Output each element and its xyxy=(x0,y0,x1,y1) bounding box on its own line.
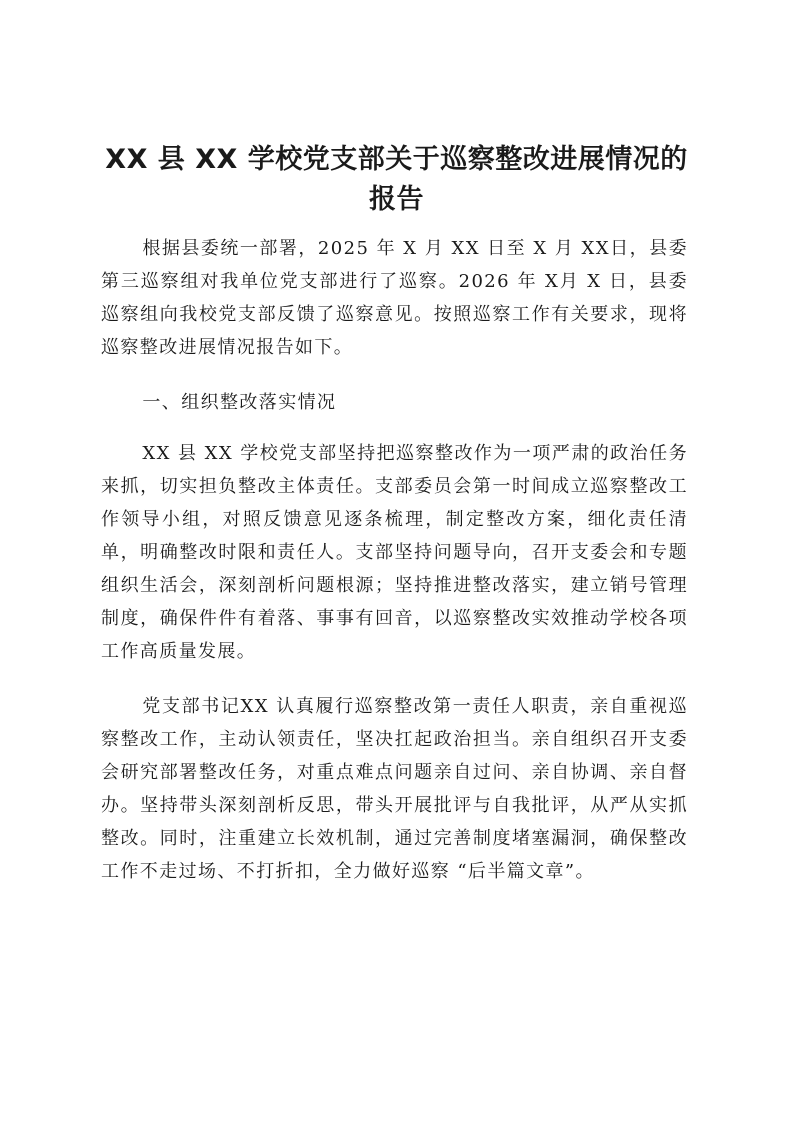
body-paragraph: 党支部书记XX 认真履行巡察整改第一责任人职责，亲自重视巡察整改工作，主动认领责任，坚决扛起政治担当。亲自组织召开支委会研究部署整改任务，对重点难点问题亲自过问、亲自协调、亲自督办。坚持带头深刻剖析反思，带头开展批评与自我批评，从严从实抓整改。同时，注重建立长效机制，通过完善制度堵塞漏洞，确保整改工作不走过场、不打折扣，全力做好巡察 “后半篇文章”。 xyxy=(101,696,688,882)
title-line-2: 报告 xyxy=(369,184,424,215)
body-paragraph: XX 县 XX 学校党支部坚持把巡察整改作为一项严肃的政治任务来抓，切实担负整改主体责任。支部委员会第一时间成立巡察整改工作领导小组，对照反馈意见逐条梳理，制定整改方案，细化责任清单，明确整改时限和责任人。支部坚持问题导向，召开支委会和专题组织生活会，深刻剖析问题根源；坚持推进整改落实，建立销号管理制度，确保件件有着落、事事有回音，以巡察整改实效推动学校各项工作高质量发展。 xyxy=(101,443,688,662)
title-line-1: XX 县 XX 学校党支部关于巡察整改进展情况的 xyxy=(105,144,688,175)
document-body xyxy=(101,232,688,910)
section-heading: 一、组织整改落实情况 xyxy=(142,392,337,413)
intro-paragraph: 根据县委统一部署，2025 年 X 月 XX 日至 X 月 XX日，县委第三巡察组对我单位党支部进行了巡察。2026 年 X月 X 日，县委巡察组向我校党支部反馈了巡察意见。按照巡察工作有关要求，现将巡察整改进展情况报告如下。 xyxy=(101,238,688,358)
document-title xyxy=(90,140,703,220)
